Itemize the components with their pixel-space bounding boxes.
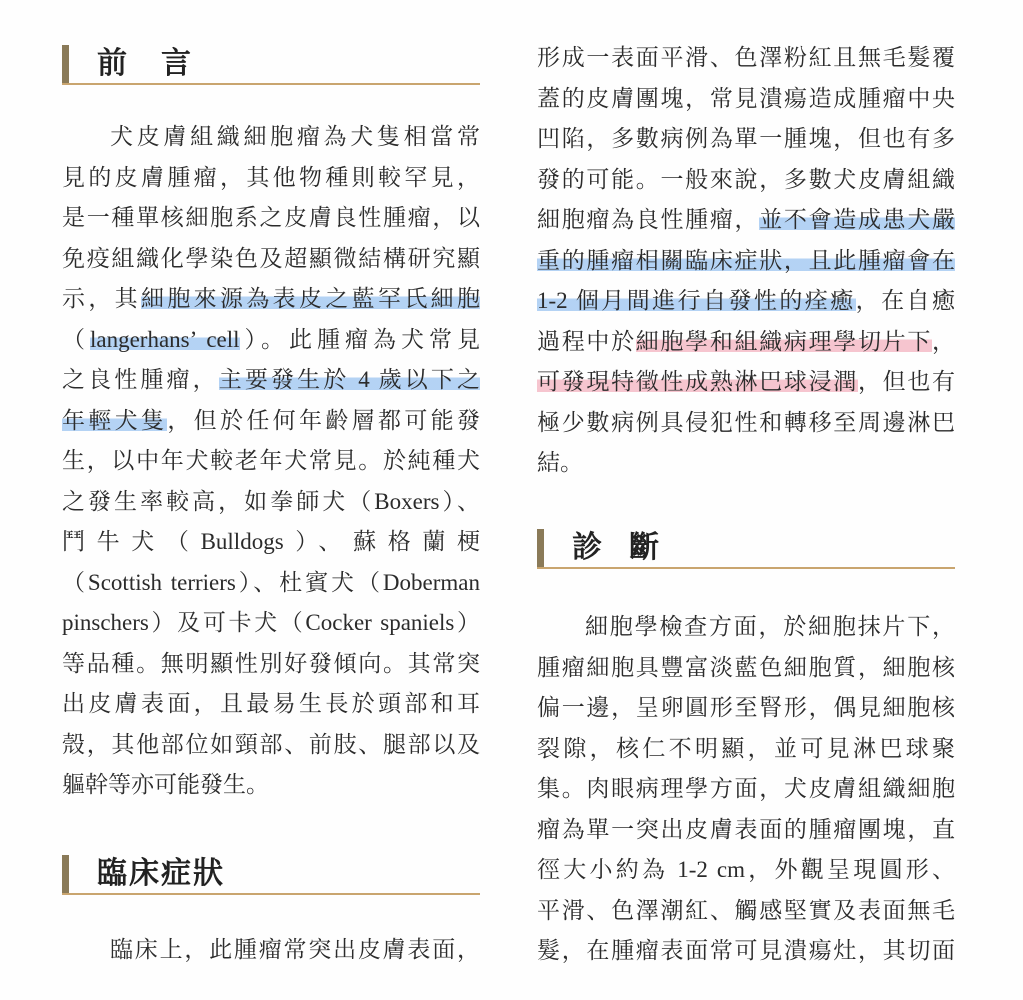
text-line bbox=[62, 644, 480, 685]
text-line bbox=[537, 38, 955, 79]
blue-highlight: langerhans’ cell bbox=[90, 326, 240, 352]
text-segment: 細胞學檢查方面，於細胞抹片下， bbox=[585, 614, 955, 639]
section-heading-intro bbox=[62, 45, 480, 85]
text-segment: 臨床上，此腫瘤常突出皮膚表面， bbox=[110, 937, 480, 962]
text-line bbox=[537, 322, 955, 363]
text-segment: 生，以中年犬較老年犬常見。於純種犬 bbox=[62, 448, 480, 473]
text-line bbox=[62, 563, 480, 604]
text-segment: 之良性腫瘤， bbox=[62, 367, 219, 392]
text-segment: 出皮膚表面，且最易生長於頭部和耳 bbox=[62, 691, 480, 716]
text-segment: 集。肉眼病理學方面，犬皮膚組織細胞 bbox=[537, 776, 955, 801]
text-line bbox=[62, 401, 480, 442]
text-line bbox=[537, 648, 955, 689]
text-segment: 髮，在腫瘤表面常可見潰瘍灶，其切面 bbox=[537, 938, 955, 963]
text-line bbox=[537, 607, 955, 648]
text-line bbox=[537, 281, 955, 322]
text-segment: 等品種。無明顯性別好發傾向。其常突 bbox=[62, 650, 480, 676]
text-segment: 偏一邊，呈卵圓形至腎形，偶見細胞核 bbox=[537, 695, 955, 720]
text-line bbox=[537, 891, 955, 932]
text-segment: 形成一表面平滑、色澤粉紅且無毛髮覆 bbox=[537, 45, 955, 70]
text-segment: 瘤為單一突出皮膚表面的腫瘤團塊，直 bbox=[537, 816, 955, 842]
text-segment: 細胞瘤為良性腫瘤， bbox=[537, 207, 760, 232]
text-segment: ）。此腫瘤為犬常見 bbox=[239, 326, 481, 352]
text-line bbox=[62, 279, 480, 320]
blue-highlight: 並不會造成患犬嚴 bbox=[759, 207, 955, 232]
text-line bbox=[62, 603, 480, 644]
section-title: 前言 bbox=[97, 46, 225, 81]
section-title: 臨床症狀 bbox=[97, 856, 225, 891]
section-heading-clinical bbox=[62, 855, 480, 895]
blue-highlight: 主要發生於 4 歲以下之 bbox=[218, 367, 480, 392]
text-segment: 殼，其他部位如頸部、前肢、腿部以及 bbox=[62, 731, 480, 757]
text-line bbox=[537, 362, 955, 403]
text-line bbox=[62, 684, 480, 725]
text-segment: 結。 bbox=[537, 450, 583, 475]
text-line bbox=[62, 930, 480, 971]
text-line bbox=[537, 241, 955, 282]
heading-accent-bar bbox=[537, 529, 544, 567]
text-line bbox=[62, 765, 480, 806]
text-segment: ，但於任何年齡層都可能發 bbox=[167, 407, 481, 433]
text-line bbox=[537, 810, 955, 851]
heading-accent-bar bbox=[62, 45, 69, 83]
text-line bbox=[537, 119, 955, 160]
text-line bbox=[62, 522, 480, 563]
text-segment: 平滑、色澤潮紅、觸感堅實及表面無毛 bbox=[537, 897, 955, 923]
text-line bbox=[537, 688, 955, 729]
text-segment: 軀幹等亦可能發生。 bbox=[62, 772, 269, 797]
text-line bbox=[537, 850, 955, 891]
text-segment: （Scottish terriers）、杜賓犬（Doberman bbox=[62, 569, 480, 595]
text-line bbox=[537, 443, 955, 484]
intro-paragraph bbox=[62, 117, 480, 806]
text-line bbox=[62, 320, 480, 361]
blue-highlight: 年輕犬隻 bbox=[62, 407, 168, 433]
section-title: 診斷 bbox=[572, 530, 686, 565]
text-line bbox=[62, 158, 480, 199]
text-line bbox=[537, 79, 955, 120]
blue-highlight: 細胞來源為表皮之藍罕氏細胞 bbox=[141, 286, 480, 311]
text-line bbox=[62, 482, 480, 523]
text-segment: ， bbox=[932, 328, 955, 354]
text-segment: 腫瘤細胞具豐富淡藍色細胞質，細胞核 bbox=[537, 654, 955, 680]
text-segment: 之發生率較高，如拳師犬（Boxers）、 bbox=[62, 488, 480, 514]
text-segment: 徑大小約為 1-2 cm，外觀呈現圓形、 bbox=[537, 857, 955, 882]
heading-accent-bar bbox=[62, 855, 69, 893]
text-line bbox=[537, 931, 955, 972]
text-line bbox=[62, 725, 480, 766]
text-segment: 是一種單核細胞系之皮膚良性腫瘤，以 bbox=[62, 205, 480, 230]
text-segment: 極少數病例具侵犯性和轉移至周邊淋巴 bbox=[537, 409, 955, 435]
text-line bbox=[537, 403, 955, 444]
text-line bbox=[537, 729, 955, 770]
blue-highlight: 1-2 個月間進行自發性的痊癒 bbox=[537, 288, 856, 313]
text-segment: ，但也有 bbox=[857, 369, 955, 394]
text-segment: 見的皮膚腫瘤，其他物種則較罕見， bbox=[62, 164, 480, 190]
text-line bbox=[62, 117, 480, 158]
clinical-paragraph-continued bbox=[537, 38, 955, 484]
text-segment: pinschers）及可卡犬（Cocker spaniels） bbox=[62, 610, 480, 635]
section-heading-diagnosis bbox=[537, 529, 955, 569]
text-segment: ，在自癒 bbox=[855, 288, 955, 313]
text-segment: 凹陷，多數病例為單一腫塊，但也有多 bbox=[537, 126, 955, 151]
text-line bbox=[62, 360, 480, 401]
text-segment: 示，其 bbox=[62, 286, 141, 311]
text-line bbox=[537, 160, 955, 201]
diagnosis-paragraph bbox=[537, 607, 955, 972]
text-segment: 發的可能。一般來說，多數犬皮膚組織 bbox=[537, 166, 955, 192]
pink-highlight: 可發現特徵性成熟淋巴球浸潤 bbox=[537, 369, 858, 394]
text-segment: 鬥牛犬（Bulldogs）、蘇格蘭梗 bbox=[62, 529, 480, 554]
text-segment: 免疫組織化學染色及超顯微結構研究顯 bbox=[62, 245, 480, 271]
clinical-paragraph-start bbox=[62, 930, 480, 971]
text-segment: 犬皮膚組織細胞瘤為犬隻相當常 bbox=[110, 124, 480, 149]
text-line bbox=[62, 239, 480, 280]
pink-highlight: 細胞學和組織病理學切片下 bbox=[635, 328, 932, 354]
text-line bbox=[537, 200, 955, 241]
text-line bbox=[537, 769, 955, 810]
blue-highlight: 重的腫瘤相關臨床症狀，且此腫瘤會在 bbox=[537, 247, 955, 273]
text-segment: 裂隙，核仁不明顯，並可見淋巴球聚 bbox=[537, 735, 955, 761]
text-line bbox=[62, 198, 480, 239]
text-segment: （ bbox=[62, 326, 90, 352]
text-segment: 蓋的皮膚團塊，常見潰瘍造成腫瘤中央 bbox=[537, 85, 955, 111]
text-line bbox=[62, 441, 480, 482]
text-segment: 過程中於 bbox=[537, 328, 636, 354]
